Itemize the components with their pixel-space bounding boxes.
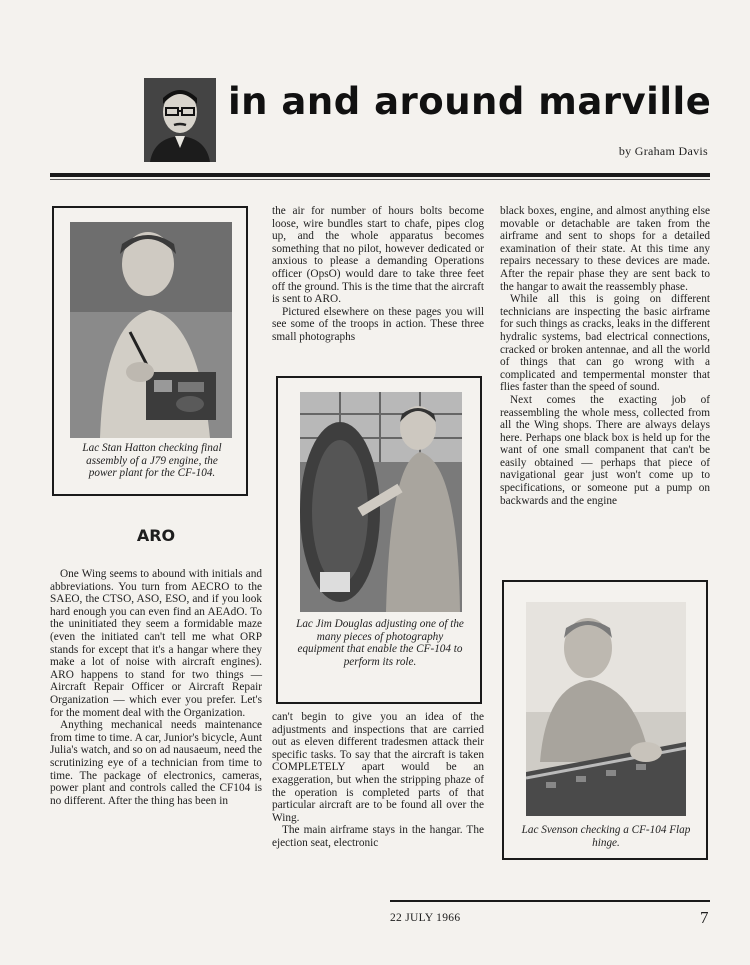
photo-caption: Lac Jim Douglas adjusting one of the many pieces of photography equipment that enable the CF-104 to perform its role. bbox=[296, 618, 464, 668]
paragraph: the air for number of hours bolts become loose, wire bundles start to chafe, pipes clog up, and the whole apparatus becomes something that no pilot, however dedicated or anxious to please a demanding Operations officer (OpsO) would dare to take three feet off the ground. This is the time that the aircraft is sent to ARO. bbox=[272, 205, 484, 306]
footer-rule bbox=[390, 900, 710, 902]
column-2-top-text bbox=[272, 205, 484, 344]
photo-flap-hinge bbox=[526, 602, 686, 816]
section-heading: ARO bbox=[136, 526, 176, 545]
photo-frame-douglas bbox=[276, 376, 482, 704]
paragraph: can't begin to give you an idea of the adjustments and inspections that are carried out as eleven different tradesmen attack their specific tasks. To say that the aircraft is taken COMPLETELY apart would be an exaggeration, but when the stripping phaze of the operation is completed parts of that particular aircraft are to be found all over the Wing. bbox=[272, 711, 484, 824]
column-3-text bbox=[500, 205, 710, 507]
author-portrait bbox=[144, 78, 216, 162]
paragraph: Pictured elsewhere on these pages you will see some of the troops in action. These three small photographs bbox=[272, 305, 484, 343]
article-title: in and around marville bbox=[228, 80, 712, 123]
photo-caption: Lac Svenson checking a CF-104 Flap hinge. bbox=[521, 824, 691, 849]
photo-frame-hatton bbox=[52, 206, 248, 496]
paragraph: Next comes the exacting job of reassembling the whole mess, collected from all the Wing shops. There are always delays here. Perhaps one black box is held up for the want of one small companent that can't be easily obtained — perhaps that piece of navigational gear just won't come up to specifications, or someone put a pump on backwards and the engine bbox=[500, 393, 710, 507]
header-rule-thin bbox=[50, 179, 710, 180]
photo-camera-equipment bbox=[300, 392, 462, 612]
paragraph: The main airframe stays in the hangar. The ejection seat, electronic bbox=[272, 824, 484, 849]
paragraph: While all this is going on different technicians are inspecting the basic airframe for such things as cracks, leaks in the different hydralic systems, bad electrical connections, cracked or broken antennae, and all the world of things that can go wrong with a complicated and tempermental monster that flies faster than the speed of sound. bbox=[500, 293, 710, 394]
column-1-text bbox=[50, 568, 262, 807]
photo-caption: Lac Stan Hatton checking final assembly of a J79 engine, the power plant for the CF-104. bbox=[82, 442, 222, 480]
paragraph: Anything mechanical needs maintenance from time to time. A car, Junior's bicycle, Aunt Julia's watch, and so on ad nausaeum, need the scrutinizing eye of a technician from time to time. The package of electronics, cameras, power plant and controls called the CF104 is no different. After the thing has been in bbox=[50, 719, 262, 807]
photo-engine-assembly bbox=[70, 222, 232, 438]
paragraph: One Wing seems to abound with initials and abbreviations. You turn from AECRO to the SAEO, the CTSO, ASO, ESO, and if you look hard enough you can even find an AEAdO. To the uninitiated they seem a formidable maze (even the initiated can't tell me what ORP stands for except that it's a hangar where they make a lot of noise with aircraft engines). ARO happens to stand for two things — Aircraft Repair Officer or Aircraft Repair Organization — which ever you prefer. Let's for the moment deal with the Organization. bbox=[50, 568, 262, 719]
paragraph: black boxes, engine, and almost anything else movable or detachable are taken from the airframe and sent to shops for a detailed examination of their state. At this time any repairs necessary to these devices are made. After the repair phase they are sent back to the hangar to await the reassembly phase. bbox=[500, 205, 710, 293]
page-number: 7 bbox=[700, 908, 709, 927]
issue-date: 22 JULY 1966 bbox=[390, 912, 461, 924]
column-2-bottom-text bbox=[272, 711, 484, 850]
byline: by Graham Davis bbox=[618, 144, 708, 158]
photo-frame-svenson bbox=[502, 580, 708, 860]
header-rule bbox=[50, 173, 710, 177]
